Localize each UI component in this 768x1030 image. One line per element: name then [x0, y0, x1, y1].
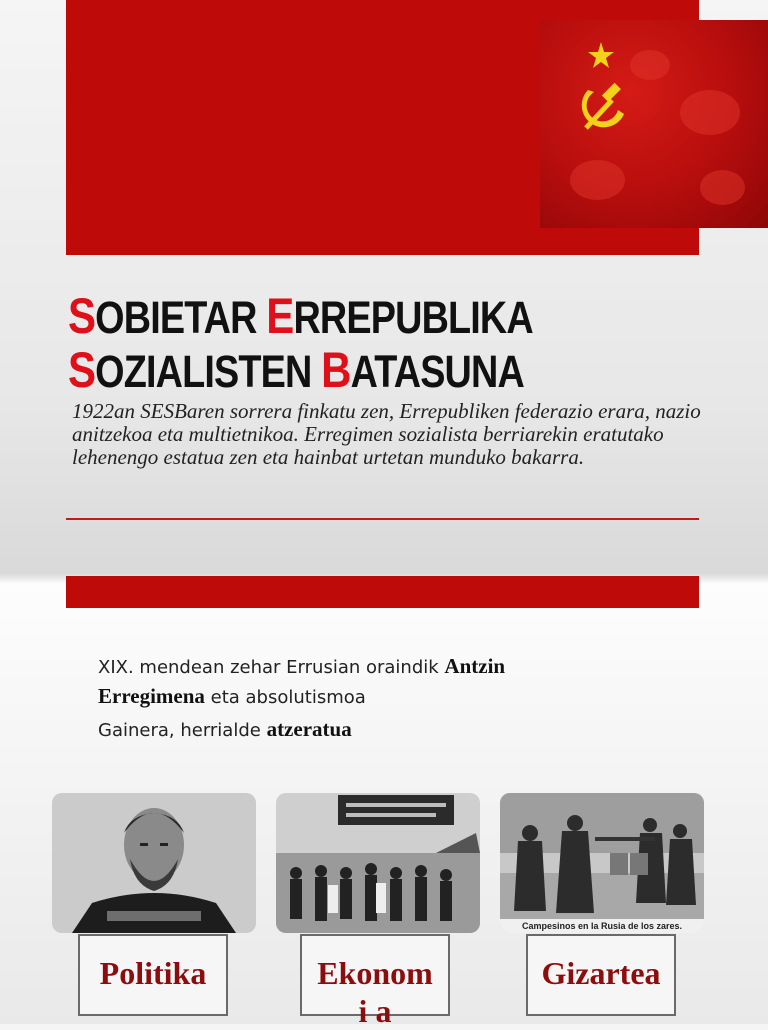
peasants-caption: Campesinos en la Rusia de los zares.	[521, 921, 683, 931]
title-initial: B	[321, 342, 351, 398]
tsar-portrait-image	[52, 793, 256, 933]
hammer-sickle-icon	[540, 20, 768, 228]
title-initial: S	[68, 342, 96, 398]
bullet-text: eta absolutismoa	[204, 687, 366, 708]
bullet-bold: Erregimena	[98, 684, 205, 708]
title-line-1	[68, 290, 533, 344]
soviet-flag-image	[540, 20, 768, 228]
divider-line	[66, 518, 699, 520]
bottom-red-band	[66, 576, 699, 608]
bullet-text: Gainera, herrialde	[98, 720, 267, 741]
peasants-image	[500, 793, 704, 933]
title-word: ATASUNA	[350, 346, 524, 397]
gizartea-label-box	[526, 934, 676, 1016]
politika-label-box	[78, 934, 228, 1016]
bullet-antzin-erregimena	[98, 652, 505, 712]
intro-paragraph: 1922an SESBaren sorrera finkatu zen, Errepubliken federazio erara, nazio anitzekoa eta multietnikoa. Erregimen sozialista berriarekin eratutako lehenengo estatua zen eta hainbat urtetan munduko bakarra.	[72, 399, 701, 469]
slide-title	[68, 290, 533, 398]
gizartea-label: Gizartea	[541, 955, 661, 991]
title-word: RREPUBLIKA	[293, 292, 533, 343]
title-line-2	[68, 344, 533, 398]
ekonomia-label: Ekonomi a	[317, 955, 433, 1029]
bullet-text: XIX. mendean zehar Errusian oraindik	[98, 657, 445, 678]
title-word: OBIETAR	[95, 292, 267, 343]
title-initial: E	[266, 288, 294, 344]
bullet-atzeratua	[98, 715, 352, 745]
protest-march-image	[276, 793, 480, 933]
bullet-bold: Antzin	[444, 654, 506, 678]
title-initial: S	[68, 288, 96, 344]
ekonomia-label-box	[300, 934, 450, 1029]
politika-label: Politika	[99, 955, 207, 991]
title-word: OZIALISTEN	[95, 346, 322, 397]
bullet-bold: atzeratua	[266, 717, 352, 741]
